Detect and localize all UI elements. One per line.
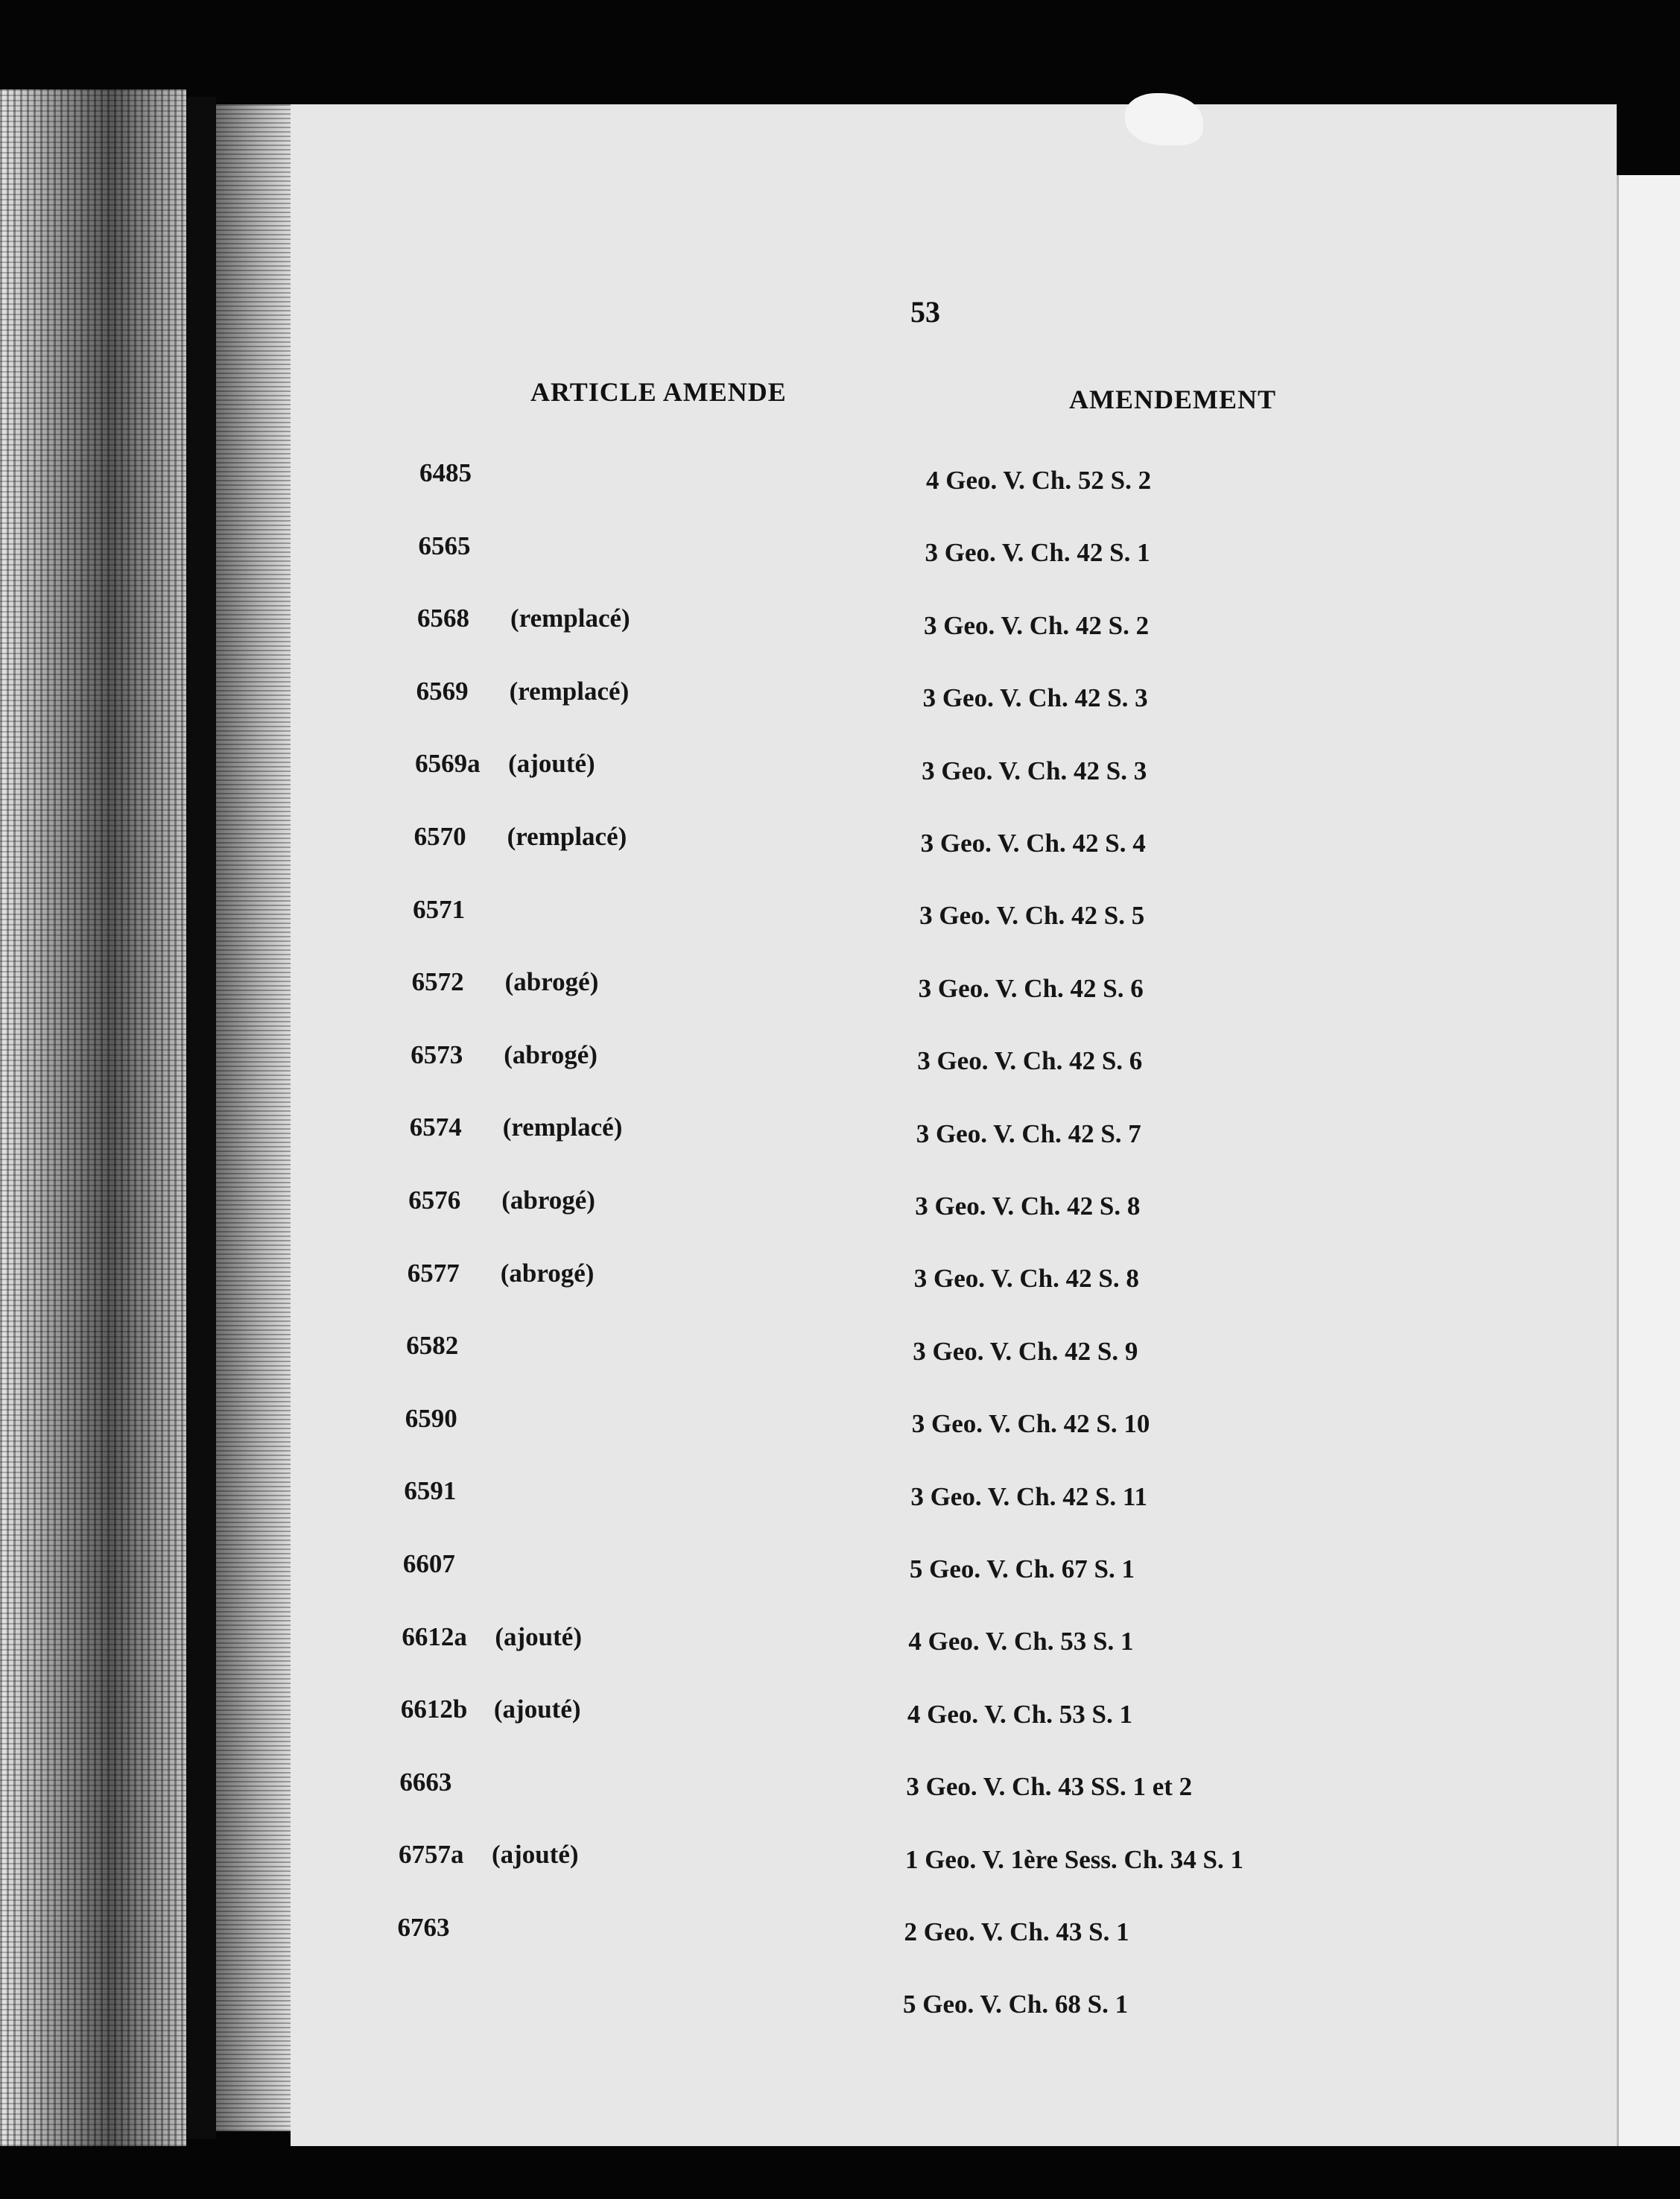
article-status-note: (remplacé) [510,604,630,633]
article-number: 6590 [405,1403,457,1433]
article-status-note: (abrogé) [501,1186,595,1215]
article-number: 6570 [413,822,466,851]
table-row-article [402,1622,582,1652]
article-status-note: (ajouté) [508,749,595,779]
table-row-article [410,1113,623,1142]
table-row-amendment: 2 Geo. V. Ch. 43 S. 1 [904,1917,1129,1946]
page-number: 53 [910,295,940,329]
article-number: 6763 [397,1913,450,1942]
article-number: 6574 [409,1113,462,1142]
table-row-amendment: 4 Geo. V. Ch. 52 S. 2 [926,466,1152,495]
article-number: 6569 [416,676,469,706]
table-row-article [403,1549,496,1579]
next-page-edge [1617,175,1680,2154]
table-row-amendment: 3 Geo. V. Ch. 42 S. 4 [920,829,1146,858]
article-status-note: (abrogé) [504,967,599,997]
table-row-article [397,1913,490,1943]
book-spine [186,97,216,2139]
spine-shadow [216,104,291,2131]
table-row-amendment: 3 Geo. V. Ch. 42 S. 3 [922,683,1148,713]
table-row-article [414,822,627,852]
article-number: 6612a [402,1621,467,1651]
article-number: 6663 [399,1767,452,1797]
table-row-amendment: 3 Geo. V. Ch. 42 S. 1 [925,538,1150,568]
article-number: 6591 [404,1476,457,1506]
article-number: 6577 [407,1258,460,1288]
table-row-article [419,531,512,561]
table-row-article [408,1186,595,1215]
table-row-article [396,1986,489,2016]
scan-border [0,2146,1680,2199]
table-row-amendment: 3 Geo. V. Ch. 42 S. 7 [916,1119,1141,1148]
article-number: 6572 [411,967,464,997]
article-number: 6565 [418,531,471,560]
article-number: 6573 [411,1040,463,1069]
table-row-amendment: 3 Geo. V. Ch. 42 S. 6 [918,973,1144,1003]
table-row-article [404,1476,497,1506]
article-number: 6757a [398,1840,464,1870]
table-row-article [411,1040,597,1070]
table-row-article [406,1331,499,1361]
table-row-amendment: 3 Geo. V. Ch. 42 S. 6 [917,1046,1143,1076]
table-row-amendment: 3 Geo. V. Ch. 42 S. 9 [913,1336,1138,1366]
table-row-article [412,967,599,997]
column-header-amendment: AMENDEMENT [1069,385,1276,414]
table-row-amendment: 3 Geo. V. Ch. 42 S. 5 [919,901,1145,931]
article-number: 6607 [402,1549,455,1578]
table-row-amendment: 3 Geo. V. Ch. 43 SS. 1 et 2 [906,1772,1193,1802]
table-row-article [399,1840,579,1870]
table-row-amendment: 3 Geo. V. Ch. 42 S. 3 [922,756,1147,785]
table-row-article [416,677,630,706]
table-row-amendment: 1 Geo. V. 1ère Sess. Ch. 34 S. 1 [904,1844,1243,1874]
article-number: 6568 [417,604,470,633]
table-row-article [405,1404,498,1434]
column-header-article: ARTICLE AMENDE [530,377,787,407]
article-number: 6571 [413,894,466,924]
table-row-article [401,1695,581,1724]
table-row-amendment: 5 Geo. V. Ch. 67 S. 1 [909,1554,1135,1583]
previous-page-edge [0,89,186,2146]
article-status-note: (ajouté) [491,1840,579,1870]
table-row-article [415,749,595,779]
table-row-article [399,1768,492,1797]
table-row-article [408,1259,595,1288]
table-row-amendment: 3 Geo. V. Ch. 42 S. 10 [911,1409,1150,1439]
table-row-amendment: 4 Geo. V. Ch. 53 S. 1 [907,1699,1132,1729]
article-number: 6582 [406,1331,459,1361]
article-status-note: (abrogé) [504,1040,597,1069]
table-row-amendment: 3 Geo. V. Ch. 42 S. 8 [913,1264,1139,1294]
table-row-amendment: 4 Geo. V. Ch. 53 S. 1 [908,1627,1134,1657]
article-status-note: (ajouté) [493,1695,581,1724]
article-status-note: (abrogé) [500,1258,595,1288]
article-status-note: (remplacé) [502,1113,623,1142]
article-number: 6576 [408,1186,461,1215]
table-row-article [413,895,506,925]
table-row-amendment: 3 Geo. V. Ch. 42 S. 8 [915,1192,1141,1221]
article-number: 6485 [419,458,472,487]
table-row-amendment: 3 Geo. V. Ch. 42 S. 11 [910,1481,1147,1511]
article-number: 6612b [400,1695,468,1724]
paper-tear-mark [1125,93,1203,145]
article-status-note: (ajouté) [495,1621,582,1651]
table-row-article [419,458,513,488]
article-number: 6569a [415,749,481,779]
table-row-article [417,604,630,633]
table-row-amendment: 3 Geo. V. Ch. 42 S. 2 [924,610,1150,640]
article-status-note: (remplacé) [509,676,630,706]
table-row-amendment: 5 Geo. V. Ch. 68 S. 1 [903,1990,1129,2019]
article-status-note: (remplacé) [507,822,627,851]
